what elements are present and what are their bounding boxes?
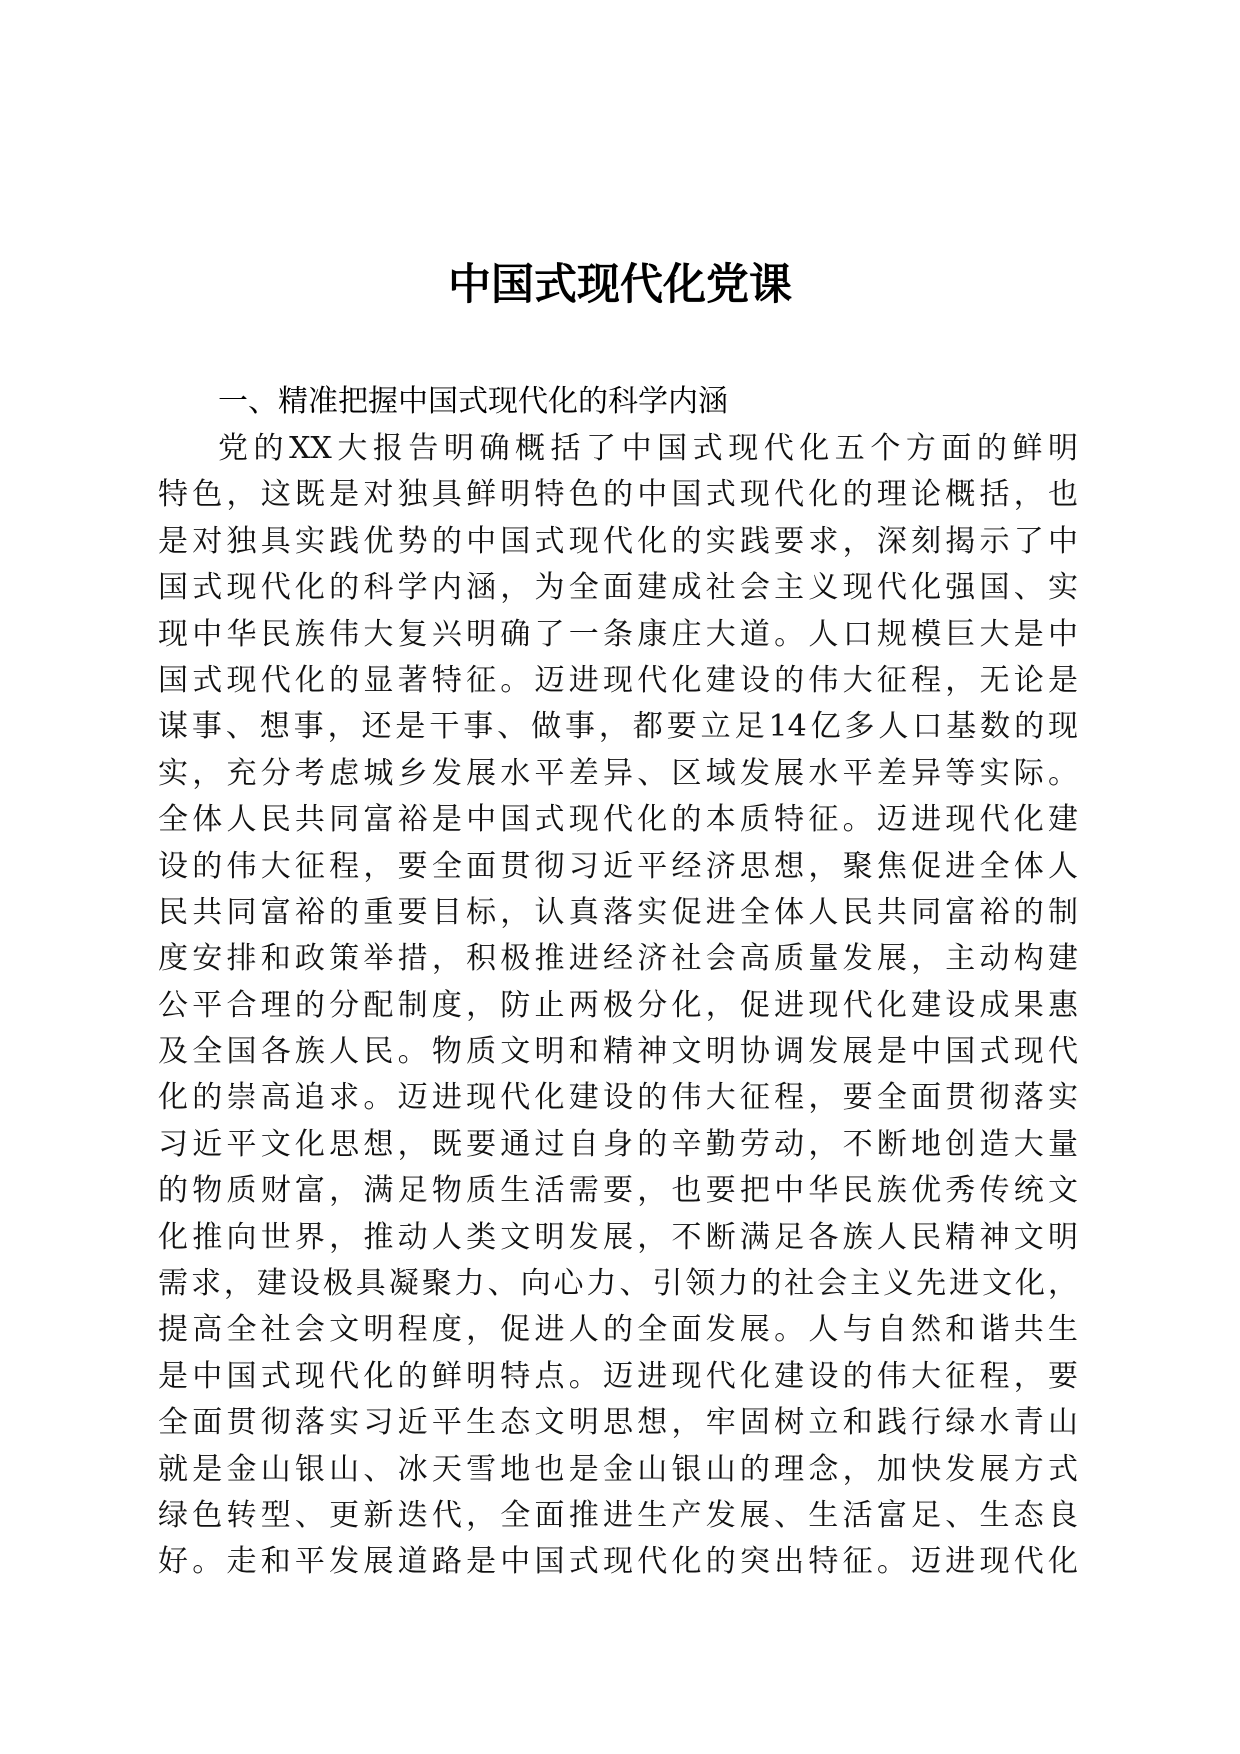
paragraph-line: 就是金山银山、冰天雪地也是金山银山的理念，加快发展方式	[158, 1451, 1078, 1487]
page-title: 中国式现代化党课	[448, 260, 792, 310]
paragraph-line: 及全国各族人民。物质文明和精神文明协调发展是中国式现代	[158, 1034, 1078, 1070]
paragraph-line: 国式现代化的显著特征。迈进现代化建设的伟大征程，无论是	[158, 662, 1078, 698]
paragraph-line: 谋事、想事，还是干事、做事，都要立足14亿多人口基数的现	[158, 709, 1078, 745]
paragraph-line: 的物质财富，满足物质生活需要，也要把中华民族优秀传统文	[158, 1173, 1078, 1209]
paragraph-line: 化推向世界，推动人类文明发展，不断满足各族人民精神文明	[158, 1219, 1078, 1255]
paragraph-line: 特色，这既是对独具鲜明特色的中国式现代化的理论概括，也	[158, 477, 1078, 513]
paragraph-line: 全体人民共同富裕是中国式现代化的本质特征。迈进现代化建	[158, 802, 1078, 838]
paragraph-line: 度安排和政策举措，积极推进经济社会高质量发展，主动构建	[158, 941, 1078, 977]
body-paragraph	[158, 426, 1078, 1586]
paragraph-line: 全面贯彻落实习近平生态文明思想，牢固树立和践行绿水青山	[158, 1405, 1078, 1441]
paragraph-line: 国式现代化的科学内涵，为全面建成社会主义现代化强国、实	[158, 570, 1078, 606]
paragraph-line: 化的崇高追求。迈进现代化建设的伟大征程，要全面贯彻落实	[158, 1080, 1078, 1116]
paragraph-line: 绿色转型、更新迭代，全面推进生产发展、生活富足、生态良	[158, 1497, 1078, 1533]
paragraph-line: 好。走和平发展道路是中国式现代化的突出特征。迈进现代化	[158, 1544, 1078, 1580]
paragraph-line: 民共同富裕的重要目标，认真落实促进全体人民共同富裕的制	[158, 894, 1078, 930]
paragraph-line: 习近平文化思想，既要通过自身的辛勤劳动，不断地创造大量	[158, 1126, 1078, 1162]
paragraph-line: 实，充分考虑城乡发展水平差异、区域发展水平差异等实际。	[158, 755, 1078, 791]
paragraph-line: 需求，建设极具凝聚力、向心力、引领力的社会主义先进文化，	[158, 1266, 1078, 1302]
paragraph-line: 提高全社会文明程度，促进人的全面发展。人与自然和谐共生	[158, 1312, 1078, 1348]
paragraph-line: 党的XX大报告明确概括了中国式现代化五个方面的鲜明	[218, 431, 1078, 466]
paragraph-line: 是对独具实践优势的中国式现代化的实践要求，深刻揭示了中	[158, 523, 1078, 559]
paragraph-line: 是中国式现代化的鲜明特点。迈进现代化建设的伟大征程，要	[158, 1358, 1078, 1394]
paragraph-line: 公平合理的分配制度，防止两极分化，促进现代化建设成果惠	[158, 987, 1078, 1023]
paragraph-line: 现中华民族伟大复兴明确了一条康庄大道。人口规模巨大是中	[158, 616, 1078, 652]
paragraph-line: 设的伟大征程，要全面贯彻习近平经济思想，聚焦促进全体人	[158, 848, 1078, 884]
section-heading: 一、精准把握中国式现代化的科学内涵	[218, 384, 728, 419]
